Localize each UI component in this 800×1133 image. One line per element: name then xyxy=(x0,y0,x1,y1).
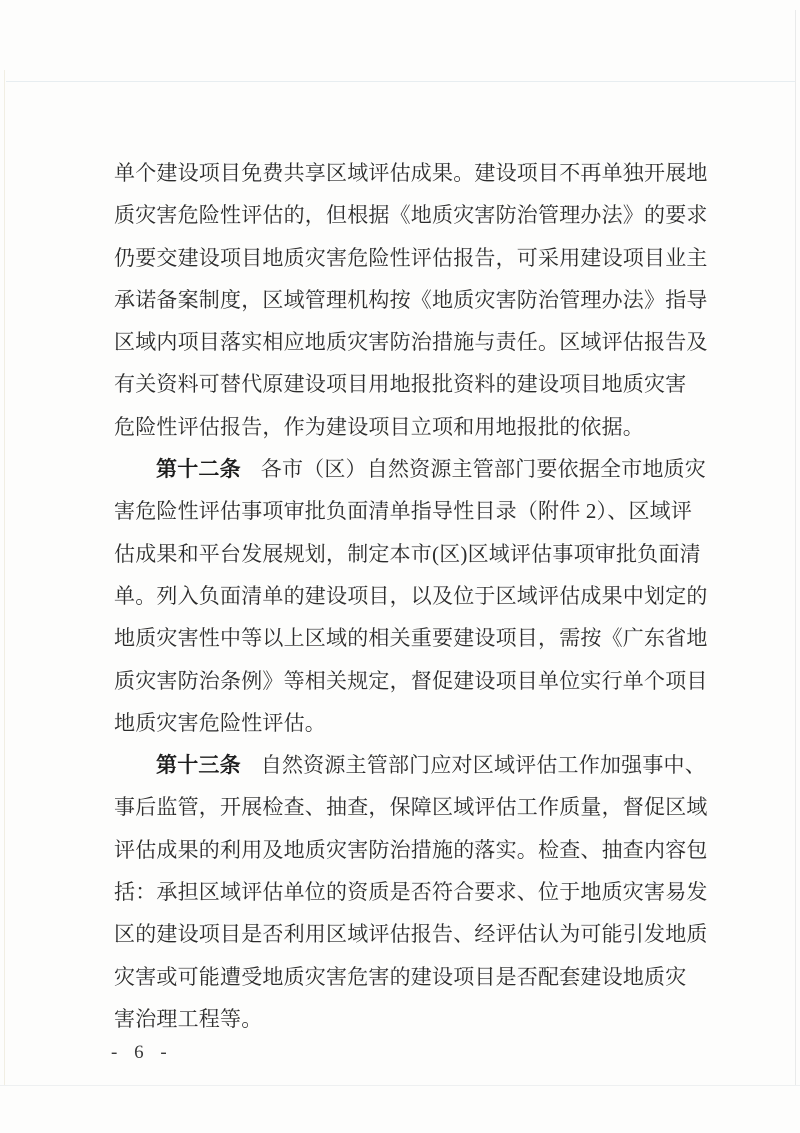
text-line: 仍要交建设项目地质灾害危险性评估报告，可采用建设项目业主 xyxy=(114,245,708,270)
scan-edge-line-bottom xyxy=(0,1085,800,1086)
text-line: 害危险性评估事项审批负面清单指导性目录（附件 2）、区域评 xyxy=(114,499,693,524)
text-line: 单个建设项目免费共享区域评估成果。建设项目不再单独开展地 xyxy=(114,161,708,185)
text-line: 区的建设项目是否利用区域评估报告、经评估认为可能引发地质 xyxy=(114,922,708,947)
article-12-label: 第十二条 xyxy=(156,457,241,482)
text-line: 括：承担区域评估单位的资质是否符合要求、位于地质灾害易发 xyxy=(114,880,708,905)
text-line: 评估成果的利用及地质灾害防治措施的落实。检查、抽查内容包 xyxy=(114,837,708,862)
paragraph-continuation xyxy=(114,152,706,448)
text-run: 各市（区）自然资源主管部门要依据全市地质灾 xyxy=(260,457,706,482)
text-line xyxy=(114,448,706,490)
page-number: - 6 - xyxy=(111,1042,173,1063)
text-line: 质灾害危险性评估的，但根据《地质灾害防治管理办法》的要求 xyxy=(114,203,708,228)
text-line: 估成果和平台发展规划，制定本市(区)区域评估事项审批负面清 xyxy=(114,541,701,566)
text-line xyxy=(114,744,706,786)
document-body-text xyxy=(114,152,706,1040)
text-line: 承诺备案制度，区域管理机构按《地质灾害防治管理办法》指导 xyxy=(114,287,708,312)
text-line: 地质灾害性中等以上区域的相关重要建设项目，需按《广东省地 xyxy=(114,626,708,651)
article-13-label: 第十三条 xyxy=(156,753,241,778)
text-line: 单。列入负面清单的建设项目，以及位于区域评估成果中划定的 xyxy=(114,583,708,608)
paragraph-article-13 xyxy=(114,744,706,1040)
text-line: 事后监管，开展检查、抽查，保障区域评估工作质量，督促区域 xyxy=(114,795,708,820)
text-line: 地质灾害危险性评估。 xyxy=(114,710,326,735)
text-run: 自然资源主管部门应对区域评估工作加强事中、 xyxy=(260,753,706,778)
text-line: 质灾害防治条例》等相关规定，督促建设项目单位实行单个项目 xyxy=(114,668,708,693)
text-line: 害治理工程等。 xyxy=(114,1006,263,1031)
scan-edge-line-top xyxy=(6,81,796,82)
scan-edge-line-right xyxy=(795,10,796,1085)
text-line: 区域内项目落实相应地质灾害防治措施与责任。区域评估报告及 xyxy=(114,330,708,355)
text-line: 危险性评估报告，作为建设项目立项和用地报批的依据。 xyxy=(114,414,644,439)
scan-edge-line-left xyxy=(4,70,5,1085)
paragraph-article-12 xyxy=(114,448,706,744)
text-line: 有关资料可替代原建设项目用地报批资料的建设项目地质灾害 xyxy=(114,372,687,397)
text-line: 灾害或可能遭受地质灾害危害的建设项目是否配套建设地质灾 xyxy=(114,964,687,989)
